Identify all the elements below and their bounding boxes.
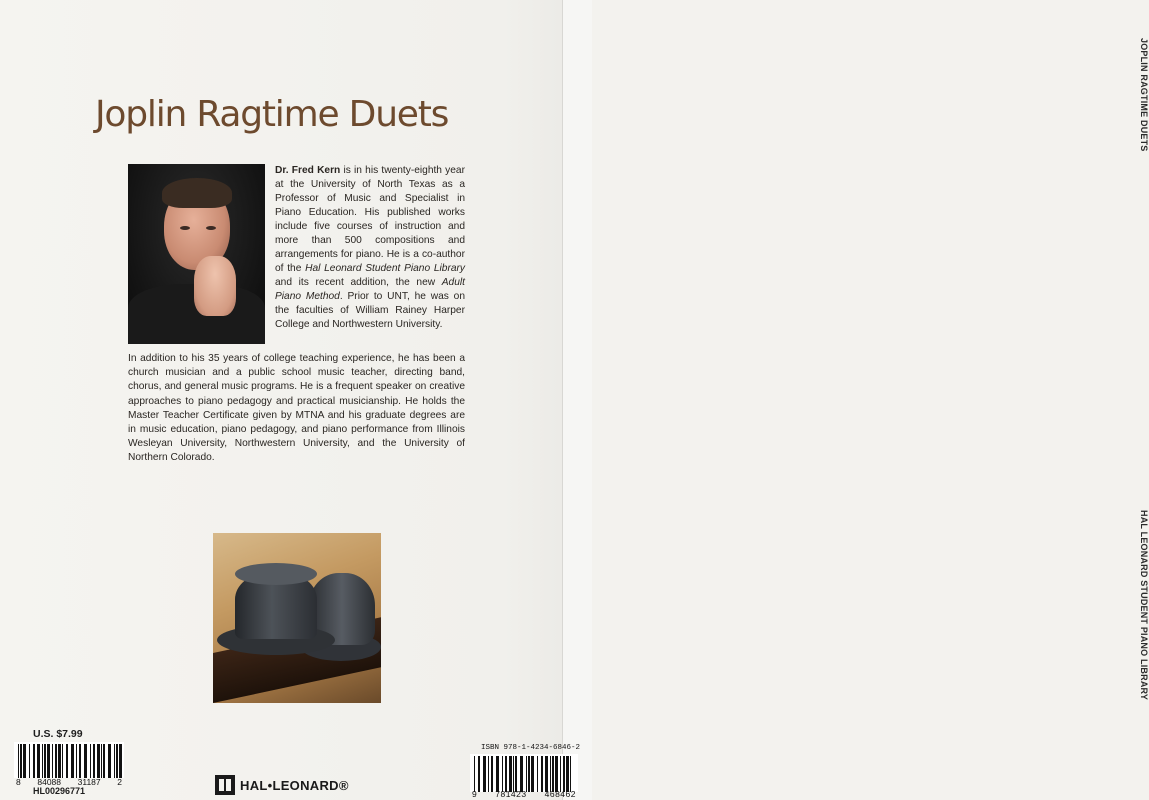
bio-text: is in his twenty-eighth year at the University of North Texas as a Professor of Music and Specialist in Piano Education. His published works include five courses of instruction and more than 500 compositions and arrangements for piano. He is a co-author of the [275,165,465,274]
isbn-digits: 781423 [495,789,527,799]
upc-barcode [14,742,124,778]
isbn-barcode [470,754,578,792]
author-bio-top [275,164,465,332]
isbn-digit: 9 [472,789,478,799]
publisher-logo [215,775,349,795]
product-code: HL00296771 [33,786,86,796]
isbn-label: ISBN 978-1-4234-6846-2 [481,744,581,752]
book-spine [562,0,1149,800]
price-label: U.S. $7.99 [33,728,83,740]
bio-book-title: Hal Leonard Student Piano Library [305,263,465,274]
bio-text: . Prior to UNT, he was on the faculties of William Rainey Harper College and Northwestern University. [275,291,465,330]
spine-title: JOPLIN RAGTIME DUETS [1139,38,1149,152]
publisher-name: HAL•LEONARD® [240,777,349,793]
page-title: Joplin Ragtime Duets [95,94,449,135]
bio-text: and its recent addition, the new [275,277,442,288]
upc-digits: 84088 [37,777,61,787]
author-photo [128,164,265,339]
hal-leonard-logo-icon [215,775,235,795]
spine-series: HAL LEONARD STUDENT PIANO LIBRARY [1139,510,1149,701]
author-bio-bottom: In addition to his 35 years of college teaching experience, he has been a church musician and a public school music teacher, directing band, chorus, and general music programs. He is a frequent speaker on creative approaches to piano pedagogy and practical musicianship. He holds the Master Teacher Certificate given by MTNA and his graduate degrees are in music education, piano pedagogy, and piano performance from Illinois Wesleyan University, Northwestern University, and the University of Northern Colorado. [128,353,465,464]
upc-digit: 8 [16,777,21,787]
isbn-number [470,789,578,799]
bio-book-title: Adult Piano Method [275,277,465,302]
upc-digits: 31187 [77,777,101,787]
top-hats-photo [213,533,381,703]
author-name: Dr. Fred Kern [275,165,341,176]
upc-digit: 2 [117,777,122,787]
isbn-digits: 468462 [544,789,576,799]
